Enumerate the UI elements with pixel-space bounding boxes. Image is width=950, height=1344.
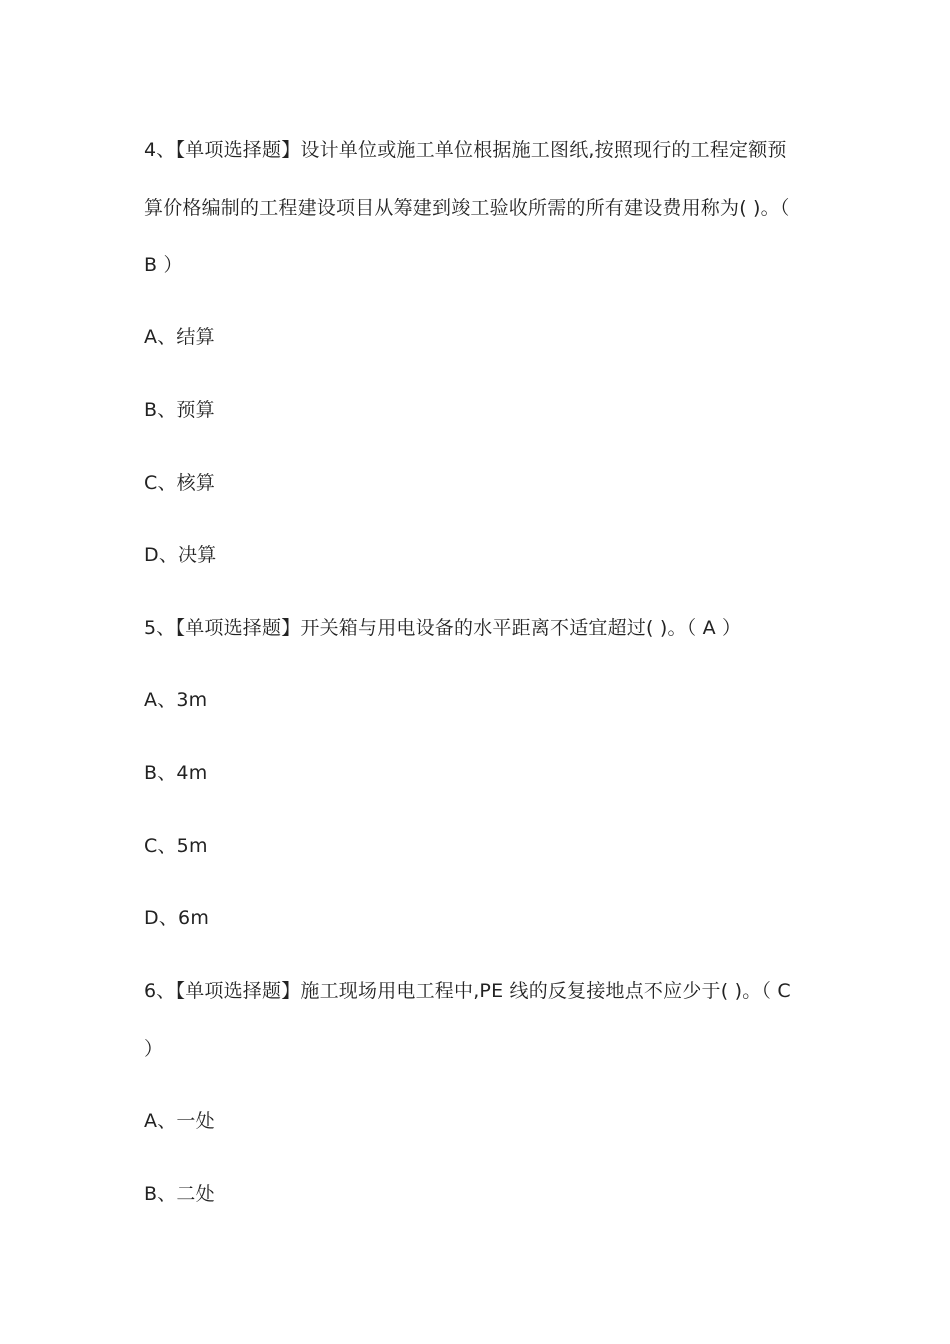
question-4-option-b: B、预算 bbox=[144, 399, 215, 421]
question-5-option-b: B、4m bbox=[144, 762, 208, 784]
question-6-option-b: B、二处 bbox=[144, 1183, 215, 1205]
question-4-option-d: D、决算 bbox=[144, 544, 217, 566]
question-4-option-a: A、结算 bbox=[144, 326, 215, 348]
question-4-answer: B ） bbox=[144, 254, 183, 276]
question-6-text-line-1: 6、【单项选择题】施工现场用电工程中,PE 线的反复接地点不应少于( )。（ C bbox=[144, 980, 791, 1002]
question-6-option-a: A、一处 bbox=[144, 1110, 215, 1132]
question-5-option-d: D、6m bbox=[144, 907, 210, 929]
question-4-text-line-1: 4、【单项选择题】设计单位或施工单位根据施工图纸,按照现行的工程定额预 bbox=[144, 139, 787, 161]
question-5-text-line-1: 5、【单项选择题】开关箱与用电设备的水平距离不适宜超过( )。（ A ） bbox=[144, 617, 742, 639]
question-4-text-line-2: 算价格编制的工程建设项目从筹建到竣工验收所需的所有建设费用称为( )。（ bbox=[144, 197, 790, 219]
question-5-option-a: A、3m bbox=[144, 689, 208, 711]
question-6-answer: ） bbox=[144, 1038, 164, 1060]
question-4-option-c: C、核算 bbox=[144, 472, 216, 494]
question-5-option-c: C、5m bbox=[144, 835, 208, 857]
